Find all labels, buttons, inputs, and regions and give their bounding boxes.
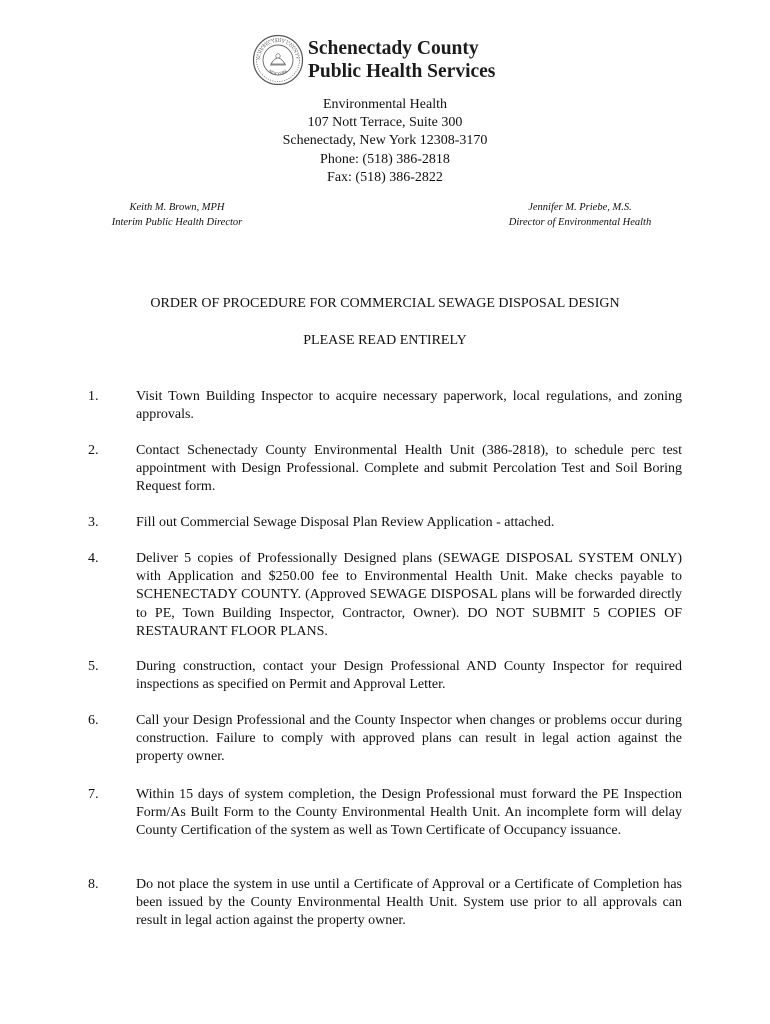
step-number: 8. (88, 877, 99, 892)
procedure-step (88, 514, 682, 532)
procedure-step (88, 658, 682, 694)
street-address: 107 Nott Terrace, Suite 300 (307, 115, 463, 131)
step-number: 6. (88, 713, 99, 728)
procedure-step (88, 786, 682, 841)
step-number: 7. (88, 787, 99, 802)
step-text: Deliver 5 copies of Professionally Designed plans (SEWAGE DISPOSAL SYSTEM ONLY) with Application and $250.00 fee to Environmental Health Unit. Make checks payable to SCHENECTADY COUNTY. (Approved SEWAGE DISPOSAL plans will be forwarded directly to PE, Town Building Inspector, Contractor, Owner). DO NOT SUBMIT 5 COPIES OF RESTAURANT FLOOR PLANS. (136, 551, 682, 639)
step-text: Within 15 days of system completion, the Design Professional must forward the PE Inspection Form/As Built Form to the County Environmental Health Unit. An incomplete form will delay County Certification of the system as well as Town Certificate of Occupancy issuance. (136, 787, 682, 839)
letterhead (252, 34, 542, 86)
city-state-zip: Schenectady, New York 12308-3170 (282, 133, 488, 149)
organization-name (308, 37, 495, 83)
department-name: Environmental Health (322, 97, 448, 112)
svg-text:NEW YORK: NEW YORK (268, 68, 288, 76)
signatory-right-title: Director of Environmental Health (508, 217, 652, 228)
step-text: Visit Town Building Inspector to acquire necessary paperwork, local regulations, and zoning approvals. (136, 389, 682, 423)
procedure-step (88, 388, 682, 424)
signatory-left-name: Keith M. Brown, MPH (129, 202, 225, 213)
step-number: 4. (88, 551, 99, 566)
step-text: During construction, contact your Design Professional AND County Inspector for required inspections as specified on Permit and Approval Letter. (136, 659, 682, 693)
procedure-step (88, 442, 682, 497)
organization-name-line2: Public Health Services (308, 61, 496, 82)
procedure-step (88, 550, 682, 641)
step-number: 3. (88, 515, 99, 530)
step-number: 2. (88, 443, 99, 458)
signatory-left (104, 200, 250, 230)
procedure-step (88, 712, 682, 767)
step-number: 5. (88, 659, 99, 674)
signatory-right (502, 200, 658, 230)
signatory-right-name: Jennifer M. Priebe, M.S. (528, 202, 632, 213)
svg-text:SCHENECTADY COUNTY: SCHENECTADY COUNTY (255, 37, 301, 60)
step-text: Call your Design Professional and the County Inspector when changes or problems occur during construction. Failure to comply with approved plans can result in legal action against the property owner. (136, 713, 682, 765)
step-text: Do not place the system in use until a Certificate of Approval or a Certificate of Completion has been issued by the County Environmental Health Unit. System use prior to all approvals can result in legal action against the property owner. (136, 877, 682, 929)
step-number: 1. (88, 389, 99, 404)
fax-number: Fax: (518) 386-2822 (327, 169, 443, 185)
procedure-step (88, 876, 682, 931)
address-block (0, 96, 770, 187)
document-title: ORDER OF PROCEDURE FOR COMMERCIAL SEWAGE DISPOSAL DESIGN (150, 296, 620, 311)
signatory-left-title: Interim Public Health Director (111, 217, 243, 228)
phone-number: Phone: (518) 386-2818 (320, 151, 450, 167)
document-subtitle: PLEASE READ ENTIRELY (303, 333, 467, 348)
step-text: Contact Schenectady County Environmental Health Unit (386-2818), to schedule perc test appointment with Design Professional. Complete and submit Percolation Test and Soil Boring Request form. (136, 443, 682, 495)
step-text: Fill out Commercial Sewage Disposal Plan Review Application - attached. (136, 515, 555, 530)
organization-name-line1: Schenectady County (308, 38, 479, 59)
county-seal-icon (252, 34, 304, 86)
